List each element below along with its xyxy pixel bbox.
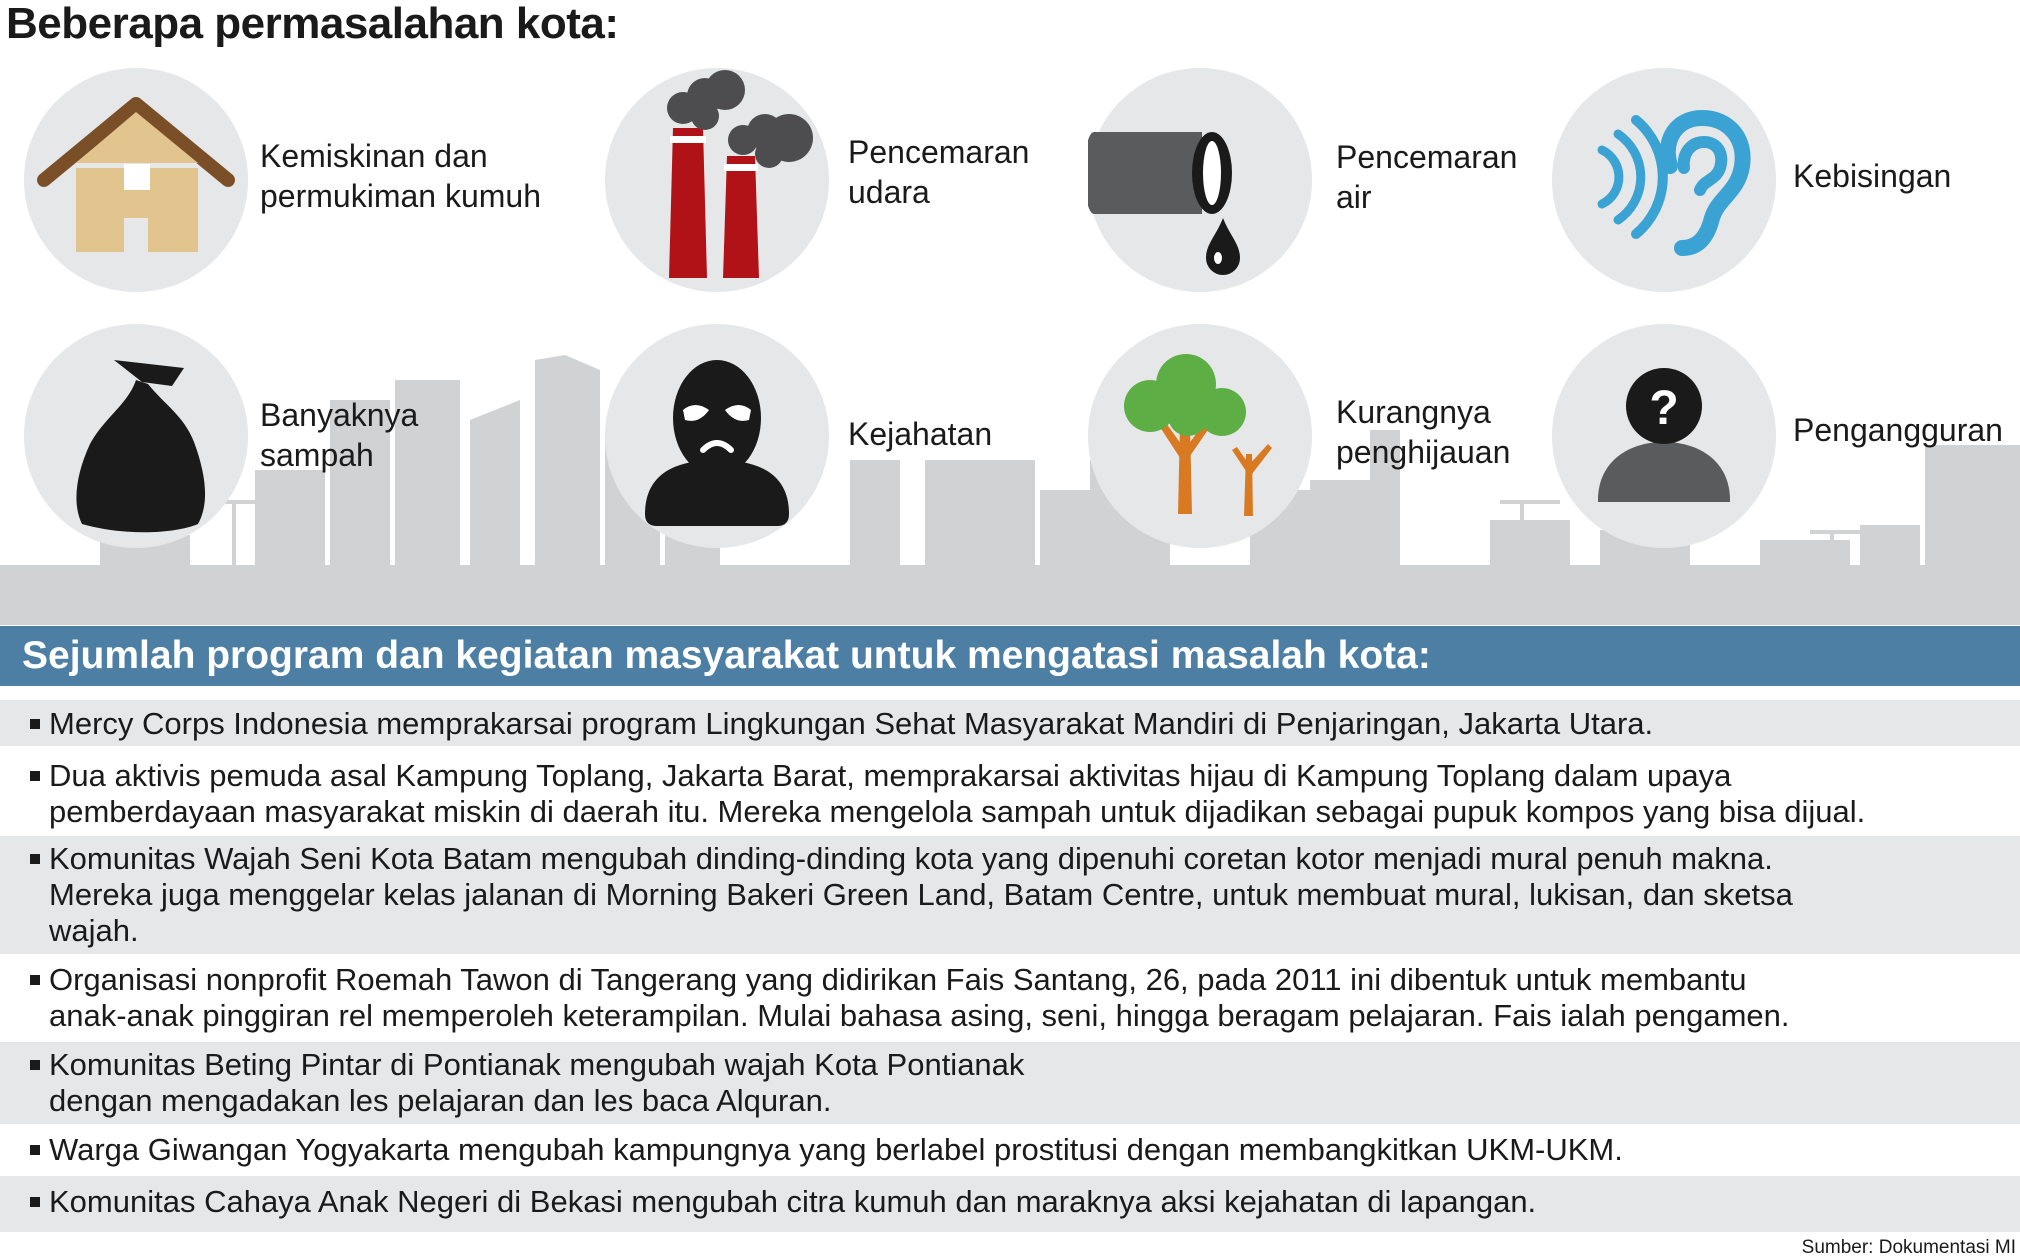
trash-bag-icon	[24, 324, 248, 548]
program-item	[0, 1042, 2020, 1124]
bullet-icon	[30, 771, 40, 781]
icon-circle	[1552, 68, 1776, 292]
program-item	[0, 1176, 2020, 1232]
icon-circle	[24, 324, 248, 548]
program-item	[0, 956, 2020, 1038]
icon-circle	[605, 324, 829, 548]
program-line: anak-anak pinggiran rel memperoleh keterampilan. Mulai bahasa asing, seni, hingga beragam pelajaran. Fais ialah pengamen.	[49, 998, 1790, 1033]
icon-circle	[605, 68, 829, 292]
problem-label-line: sampah	[260, 437, 374, 473]
program-line: pemberdayaan masyarakat miskin di daerah itu. Mereka mengelola sampah untuk dijadikan sebagai pupuk kompos yang bisa dijual.	[49, 794, 1866, 829]
unknown-person-icon	[1552, 324, 1776, 548]
problem-label-line: Pengangguran	[1793, 412, 2003, 448]
problem-label-line: udara	[848, 174, 930, 210]
trees-icon	[1088, 324, 1312, 548]
page-title: Beberapa permasalahan kota:	[6, 0, 619, 48]
program-line: Komunitas Cahaya Anak Negeri di Bekasi mengubah citra kumuh dan maraknya aksi kejahatan di lapangan.	[49, 1184, 1537, 1219]
house-icon	[24, 68, 248, 292]
pipe-drop-icon	[1088, 68, 1312, 292]
problem-label-line: Kurangnya	[1336, 394, 1491, 430]
problem-label-line: permukiman kumuh	[260, 178, 541, 214]
program-line: Mereka juga menggelar kelas jalanan di Morning Bakeri Green Land, Batam Centre, untuk membuat mural, lukisan, dan sketsa	[49, 877, 1793, 912]
icon-circle	[24, 68, 248, 292]
icon-circle	[1088, 324, 1312, 548]
problem-label-line: Pencemaran	[848, 134, 1030, 170]
bullet-icon	[30, 719, 40, 729]
bullet-icon	[30, 1060, 40, 1070]
factory-smoke-icon	[605, 68, 829, 292]
program-item	[0, 752, 2020, 834]
problem-label-line: Kebisingan	[1793, 158, 1952, 194]
programs-section-title: Sejumlah program dan kegiatan masyarakat untuk mengatasi masalah kota:	[0, 626, 2020, 686]
icon-circle	[1552, 324, 1776, 548]
ear-sound-icon	[1552, 68, 1776, 292]
problem-label-line: penghijauan	[1336, 434, 1511, 470]
program-item	[0, 1128, 2020, 1172]
problem-label-line: Banyaknya	[260, 397, 419, 433]
program-line: Dua aktivis pemuda asal Kampung Toplang, Jakarta Barat, memprakarsai aktivitas hijau di Kampung Toplang dalam upaya	[49, 758, 1732, 793]
masked-criminal-icon	[605, 324, 829, 548]
problem-label-line: air	[1336, 179, 1372, 215]
program-line: Organisasi nonprofit Roemah Tawon di Tangerang yang didirikan Fais Santang, 26, pada 2011 ini dibentuk untuk membantu	[49, 962, 1747, 997]
bullet-icon	[30, 975, 40, 985]
problem-label-line: Pencemaran	[1336, 139, 1518, 175]
svg-text:?: ?	[1649, 382, 1679, 435]
program-line: wajah.	[49, 913, 139, 948]
program-item	[0, 700, 2020, 746]
problem-label-line: Kejahatan	[848, 416, 993, 452]
bullet-icon	[30, 854, 40, 864]
program-line: Komunitas Wajah Seni Kota Batam mengubah dinding-dinding kota yang dipenuhi coretan kotor menjadi mural penuh makna.	[49, 841, 1773, 876]
source-credit: Sumber: Dokumentasi MI	[1801, 1237, 2016, 1258]
problem-label-line: Kemiskinan dan	[260, 138, 488, 174]
bullet-icon	[30, 1197, 40, 1207]
program-line: Mercy Corps Indonesia memprakarsai program Lingkungan Sehat Masyarakat Mandiri di Penjaringan, Jakarta Utara.	[49, 706, 1654, 741]
program-line: dengan mengadakan les pelajaran dan les baca Alquran.	[49, 1083, 832, 1118]
program-item	[0, 836, 2020, 954]
icon-circle	[1088, 68, 1312, 292]
program-line: Komunitas Beting Pintar di Pontianak mengubah wajah Kota Pontianak	[49, 1047, 1025, 1082]
program-line: Warga Giwangan Yogyakarta mengubah kampungnya yang berlabel prostitusi dengan membangkitkan UKM-UKM.	[49, 1132, 1623, 1167]
bullet-icon	[30, 1145, 40, 1155]
